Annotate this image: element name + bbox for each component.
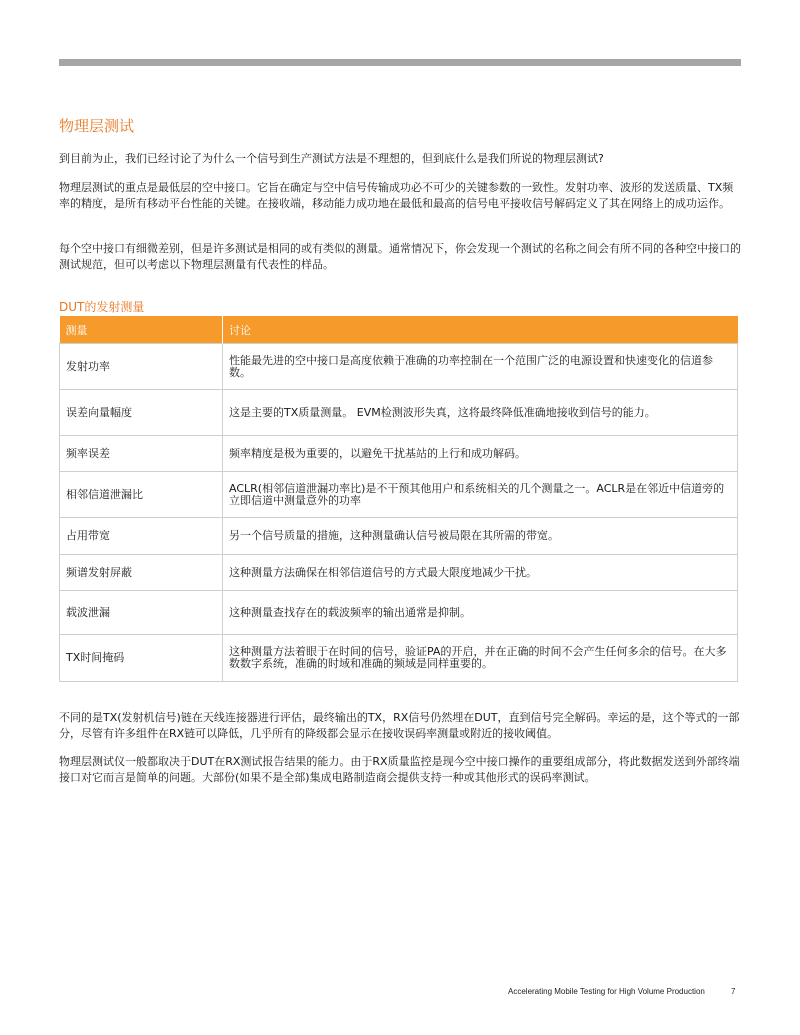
table-header-row [60, 316, 738, 344]
page-title: 物理层测试 [59, 117, 135, 135]
row-measurement: TX时间掩码 [60, 635, 223, 682]
section-title: DUT的发射测量 [59, 300, 145, 314]
row-measurement: 相邻信道泄漏比 [60, 472, 223, 518]
row-measurement: 频谱发射屏蔽 [60, 555, 223, 591]
row-measurement: 载波泄漏 [60, 591, 223, 635]
table-row [60, 344, 738, 390]
row-discussion: 另一个信号质量的措施，这种测量确认信号被局限在其所需的带宽。 [223, 518, 738, 555]
row-discussion: 这种测量方法确保在相邻信道信号的方式最大限度地减少干扰。 [223, 555, 738, 591]
table-row [60, 390, 738, 436]
interfaces-paragraph: 每个空中接口有细微差别，但是许多测试是相同的或有类似的测量。通常情况下，你会发现一个测试的名称之间会有所不同的各种空中接口的测试规范，但可以考虑以下物理层测量有代表性的样品。 [59, 242, 741, 271]
table-row [60, 518, 738, 555]
table-row [60, 555, 738, 591]
row-discussion: ACLR(相邻信道泄漏功率比)是不干预其他用户和系统相关的几个测量之一。ACLR是在邻近中信道旁的立即信道中测量意外的功率 [223, 472, 738, 518]
tx-rx-paragraph: 不同的是TX(发射机信号)链在天线连接器进行评估，最终输出的TX，RX信号仍然埋在DUT，直到信号完全解码。幸运的是，这个等式的一部分，尽管有许多组件在RX链可以降低，几乎所有的降级都会显示在接收误码率测量或附近的接收阈值。 [59, 711, 740, 740]
table-row [60, 635, 738, 682]
row-discussion: 频率精度是极为重要的，以避免干扰基站的上行和成功解码。 [223, 436, 738, 472]
page-number: 7 [731, 987, 736, 996]
focus-paragraph: 物理层测试的重点是最低层的空中接口。它旨在确定与空中信号传输成功必不可少的关键参数的一致性。发射功率、波形的发送质量、TX频率的精度，是所有移动平台性能的关键。在接收端，移动能力成功地在最低和最高的信号电平接收信号解码定义了其在网络上的成功运作。 [59, 181, 734, 210]
table-row [60, 436, 738, 472]
table-row [60, 472, 738, 518]
tester-paragraph: 物理层测试仪一般都取决于DUT在RX测试报告结果的能力。由于RX质量监控是现今空中接口操作的重要组成部分，将此数据发送到外部终端接口对它而言是简单的问题。大部份(如果不是全部)集成电路制造商会提供支持一种或其他形式的误码率测试。 [59, 755, 740, 784]
row-measurement: 占用带宽 [60, 518, 223, 555]
row-measurement: 发射功率 [60, 344, 223, 390]
row-measurement: 频率误差 [60, 436, 223, 472]
header-measurement: 测量 [60, 316, 223, 344]
top-rule [59, 59, 741, 66]
row-measurement: 误差向量幅度 [60, 390, 223, 436]
measurement-table [59, 316, 738, 682]
row-discussion: 这种测量方法着眼于在时间的信号，验证PA的开启，并在正确的时间不会产生任何多余的信号。在大多数数字系统，准确的时域和准确的频域是同样重要的。 [223, 635, 738, 682]
footer-title: Accelerating Mobile Testing for High Volume Production [508, 987, 705, 996]
row-discussion: 这是主要的TX质量测量。 EVM检测波形失真，这将最终降低准确地接收到信号的能力。 [223, 390, 738, 436]
table-row [60, 591, 738, 635]
row-discussion: 这种测量查找存在的载波频率的输出通常是抑制。 [223, 591, 738, 635]
intro-paragraph: 到目前为止，我们已经讨论了为什么一个信号到生产测试方法是不理想的，但到底什么是我们所说的物理层测试? [59, 152, 604, 165]
row-discussion: 性能最先进的空中接口是高度依赖于准确的功率控制在一个范围广泛的电源设置和快速变化的信道参数。 [223, 344, 738, 390]
header-discussion: 讨论 [223, 316, 738, 344]
